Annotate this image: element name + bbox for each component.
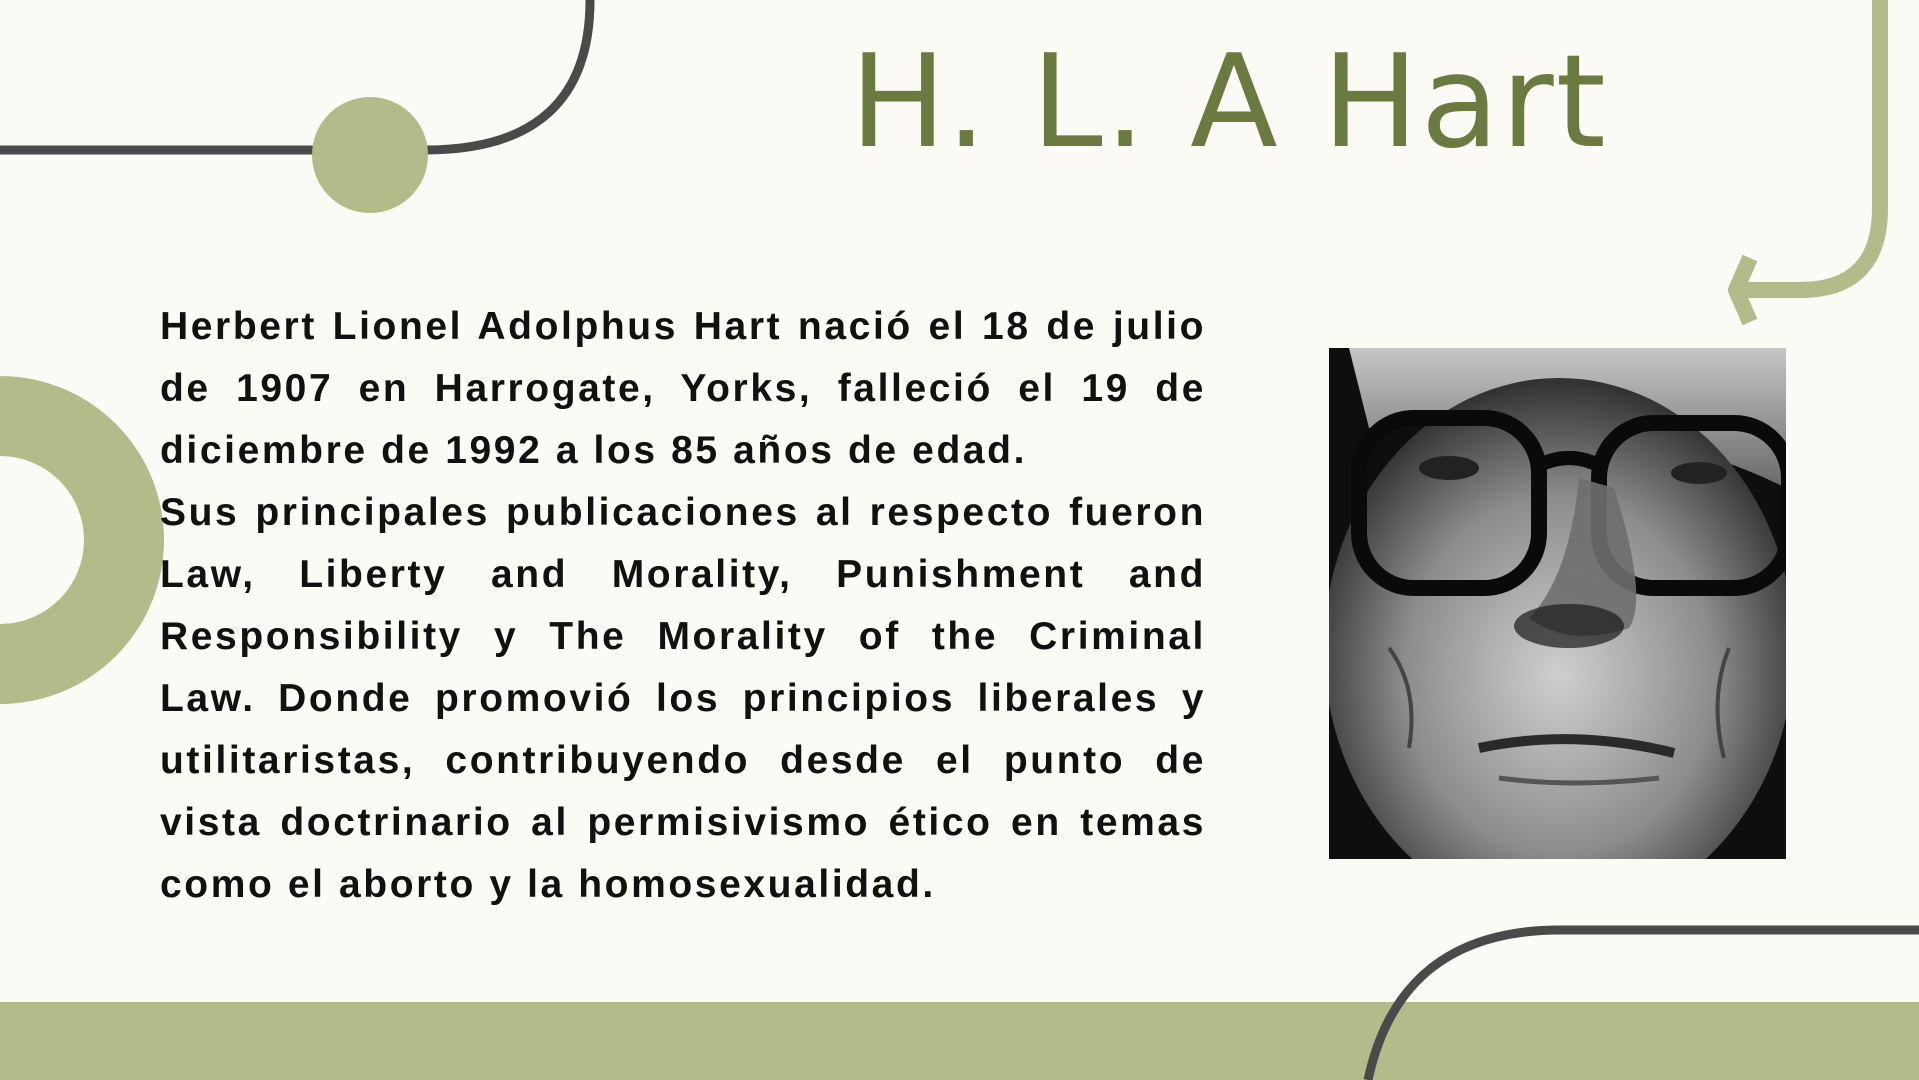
portrait-photo	[1329, 348, 1786, 859]
portrait-image	[1329, 348, 1786, 859]
page-title: H. L. A Hart	[850, 28, 1608, 177]
top-right-curve-line	[1740, 0, 1880, 290]
bottom-band	[0, 1002, 1919, 1080]
top-left-circle	[312, 97, 428, 213]
biography-text	[160, 296, 1206, 916]
paragraph-publications: Sus principales publicaciones al respecto fueron Law, Liberty and Morality, Punishment and Responsibility y The Morality of the Criminal Law. Donde promovió los principios liberales y utilitaristas, contribuyendo desde el punto de vista doctrinario al permisivismo ético en temas como el aborto y la homosexualidad.	[160, 491, 1206, 906]
top-left-curve-line	[0, 0, 590, 150]
left-ring	[0, 416, 124, 664]
paragraph-birth: Herbert Lionel Adolphus Hart nació el 18 de julio de 1907 en Harrogate, Yorks, falleció el 19 de diciembre de 1992 a los 85 años de edad.	[160, 305, 1206, 472]
